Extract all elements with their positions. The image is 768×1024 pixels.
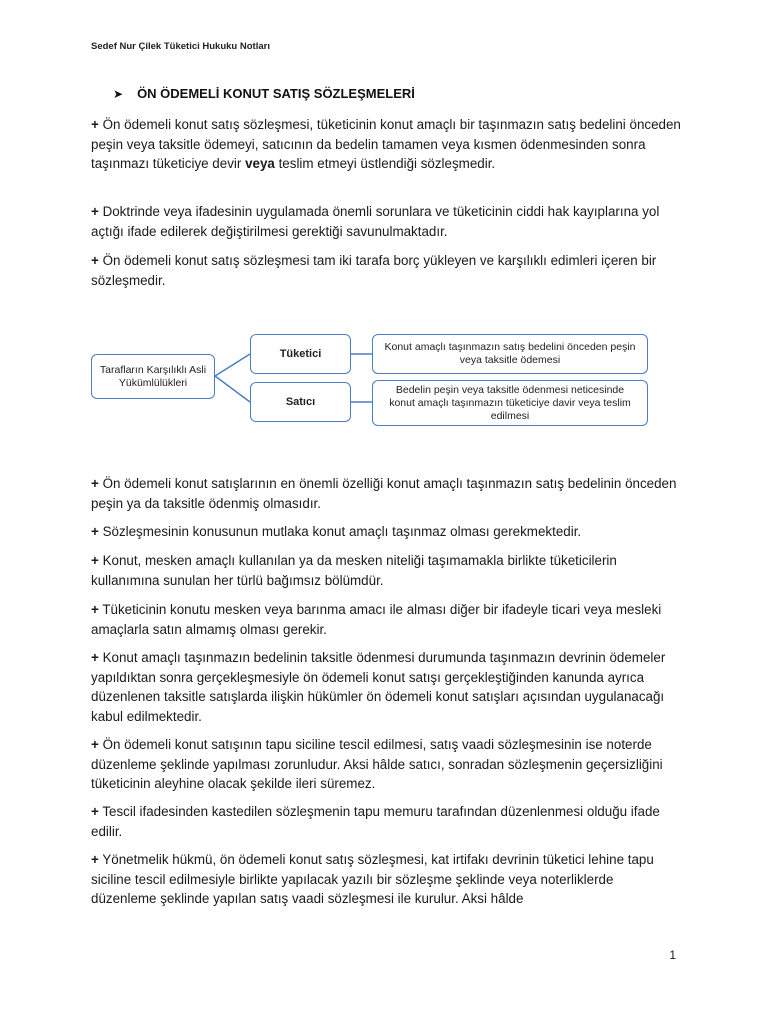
plus-bullet: + [91,804,99,819]
paragraph-text: Sözleşmesinin konusunun mutlaka konut amaçlı taşınmaz olması gerekmektedir. [102,524,582,539]
plus-bullet: + [91,204,99,219]
diagram-detail-text: Bedelin peşin veya taksitle ödenmesi neticesinde konut amaçlı taşınmazın tüketiciye davir veya teslim edilmesi [389,383,631,422]
plus-bullet: + [91,253,99,268]
paragraph [91,648,681,726]
paragraph [91,850,681,909]
diagram-root-node [91,354,215,399]
paragraph [91,522,681,542]
paragraph [91,600,681,639]
plus-bullet: + [91,602,99,617]
connector-line [215,354,250,376]
diagram-node-label: Tüketici [279,347,322,360]
page-number: 1 [669,948,676,962]
paragraph-text: Yönetmelik hükmü, ön ödemeli konut satış sözleşmesi, kat irtifakı devrinin tüketici lehine tapu siciline tescil edilmesiyle birlikte yapılacak yazılı bir sözleşme şeklinde veya noterliklerde düzenleme şeklinde yapılan satış vaadi sözleşmesi ile kurulur. Aksi hâlde [91,852,654,906]
paragraph [91,802,681,841]
emphasis-text: veya [245,156,275,171]
paragraph-text: Ön ödemeli konut satışının tapu siciline tescil edilmesi, satış vaadi sözleşmesinin ise noterde düzenleme şeklinde yapılması zorunludur. Aksi hâlde satıcı, sonradan sözleşmenin geçersizliğini tüketicinin aleyhine olacak şekilde ileri süremez. [91,737,663,791]
paragraph [91,474,681,513]
paragraph [91,551,681,590]
diagram-node-seller [250,382,351,422]
connector-line [215,376,250,402]
paragraph-text: Tüketicinin konutu mesken veya barınma amacı ile alması diğer bir ifadeyle ticari veya mesleki amaçlarla satın almamış olması gerekir. [91,602,662,637]
paragraph-text: Doktrinde veya ifadesinin uygulamada önemli sorunlara ve tüketicinin ciddi hak kayıplarına yol açtığı ifade edilerek değiştirilmesi gerektiği savunulmaktadır. [91,204,660,239]
paragraph [91,735,681,794]
plus-bullet: + [91,524,99,539]
paragraph-text: Konut, mesken amaçlı kullanılan ya da mesken niteliği taşımamakla birlikte tüketicilerin kullanımına sunulan her türlü bağımsız bölümdür. [91,553,617,588]
paragraph-text: teslim etmeyi üstlendiği sözleşmedir. [274,156,496,171]
plus-bullet: + [91,852,99,867]
paragraph-text: Konut amaçlı taşınmazın bedelinin taksitle ödenmesi durumunda taşınmazın devrinin ödemeler yapıldıktan sonra gerçekleşmesiyle ön ödemeli konut satışı gerçekleştiğinden kanunda ayrıca düzenlenen taksitle satışlarda ilişkin hükümler ön ödemeli konut satışları açısından uygulanacağı kabul edilmektedir. [91,650,666,724]
diagram-root-label: Tarafların Karşılıklı Asli Yükümlülükleri [99,363,207,389]
paragraph-text: Tescil ifadesinden kastedilen sözleşmenin tapu memuru tarafından düzenlenmesi olduğu ifade edilir. [91,804,660,839]
diagram-detail-consumer [372,334,648,374]
paragraph-text: Ön ödemeli konut satış sözleşmesi, tüketicinin konut amaçlı bir taşınmazın satış bedelini önceden peşin veya taksitle ödemeyi, satıcının da bedelin tamamen veya kısmen ödenmesinden sonra taşınmazı tüketiciye devir [91,117,681,171]
paragraph-text: Ön ödemeli konut satışlarının en önemli özelliği konut amaçlı taşınmazın satış bedelinin önceden peşin ya da taksitle ödenmiş olmasıdır. [91,476,677,511]
diagram-detail-seller [372,380,648,426]
section-heading-text: ÖN ÖDEMELİ KONUT SATIŞ SÖZLEŞMELERİ [137,86,415,101]
plus-bullet: + [91,650,99,665]
plus-bullet: + [91,553,99,568]
diagram-detail-text: Konut amaçlı taşınmazın satış bedelini önceden peşin veya taksitle ödemesi [384,341,636,366]
running-header: Sedef Nur Çilek Tüketici Hukuku Notları [91,41,270,52]
plus-bullet: + [91,476,99,491]
diagram-node-consumer [250,334,351,374]
plus-bullet: + [91,737,99,752]
plus-bullet: + [91,117,99,132]
paragraph-text: Ön ödemeli konut satış sözleşmesi tam iki tarafa borç yükleyen ve karşılıklı edimleri içeren bir sözleşmedir. [91,253,657,288]
arrow-bullet-icon: ➤ [113,86,124,101]
diagram-node-label: Satıcı [285,395,316,408]
